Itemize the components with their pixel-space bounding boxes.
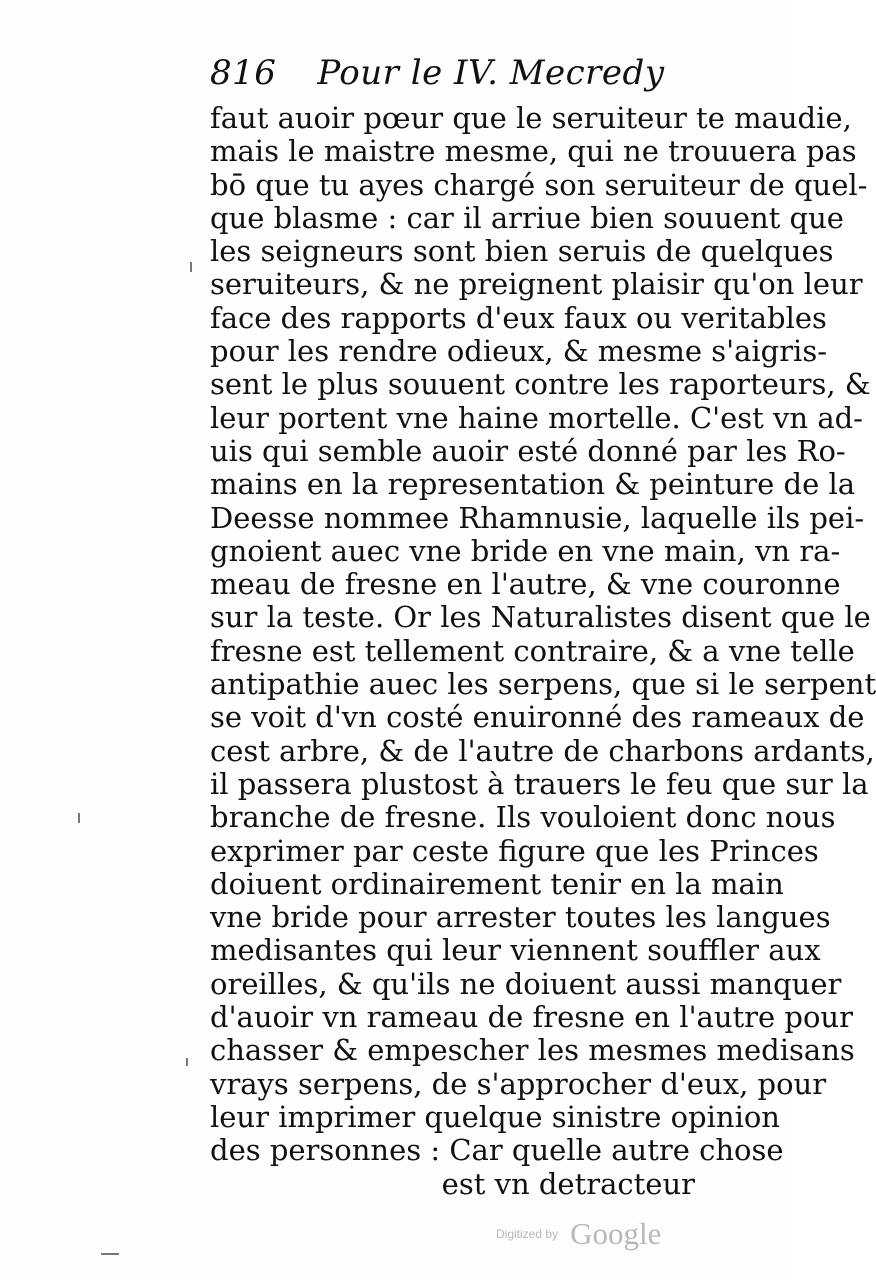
text-line: vne bride pour arrester toutes les langues bbox=[210, 900, 831, 935]
text-line: seruiteurs, & ne preignent plaisir qu'on leur bbox=[210, 267, 863, 302]
text-line: que blasme : car il arriue bien souuent que bbox=[210, 200, 844, 235]
text-line: branche de fresne. Ils vouloient donc nous bbox=[210, 800, 836, 835]
text-line: mains en la representation & peinture de la bbox=[210, 467, 856, 502]
text-line: doiuent ordinairement tenir en la main bbox=[210, 866, 784, 901]
text-line: mais le maistre mesme, qui ne trouuera pas bbox=[210, 134, 857, 169]
page-heading: Pour le IV. Mecredy bbox=[317, 53, 665, 93]
page-body-text bbox=[210, 101, 876, 1201]
catchword: est vn detracteur bbox=[441, 1166, 695, 1201]
text-line: oreilles, & qu'ils ne doiuent aussi manquer bbox=[210, 966, 842, 1001]
text-line: les seigneurs sont bien seruis de quelques bbox=[210, 234, 834, 269]
running-head bbox=[210, 52, 680, 94]
digitized-watermark bbox=[496, 1216, 661, 1250]
text-line: medisantes qui leur viennent souffler aux bbox=[210, 933, 821, 968]
text-line: cest arbre, & de l'autre de charbons ardants, bbox=[210, 733, 875, 768]
text-line: face des rapports d'eux faux ou veritables bbox=[210, 300, 827, 335]
text-line: gnoient auec vne bride en vne main, vn ra- bbox=[210, 533, 841, 568]
text-line: exprimer par ceste figure que les Princes bbox=[210, 833, 819, 868]
text-line: sur la teste. Or les Naturalistes disent que le bbox=[210, 600, 871, 635]
watermark-brand: Google bbox=[570, 1216, 662, 1251]
text-line: meau de fresne en l'autre, & vne couronne bbox=[210, 567, 841, 602]
text-line: il passera plustost à trauers le feu que sur la bbox=[210, 766, 869, 801]
text-line: bō que tu ayes chargé son seruiteur de quel- bbox=[210, 167, 868, 202]
text-line: faut auoir pœur que le seruiteur te maudie, bbox=[210, 101, 852, 135]
text-line: pour les rendre odieux, & mesme s'aigris- bbox=[210, 334, 828, 369]
margin-mark bbox=[190, 262, 192, 272]
text-line: uis qui semble auoir esté donné par les Ro- bbox=[210, 433, 846, 468]
watermark-prefix: Digitized by bbox=[496, 1227, 559, 1241]
text-line: sent le plus souuent contre les raporteurs, & bbox=[210, 367, 871, 402]
text-line: leur imprimer quelque sinistre opinion bbox=[210, 1099, 780, 1134]
margin-mark bbox=[186, 1058, 188, 1066]
page-number: 816 bbox=[210, 53, 277, 93]
text-line: se voit d'vn costé enuironné des rameaux de bbox=[210, 700, 865, 735]
text-line: Deesse nommee Rhamnusie, laquelle ils pei- bbox=[210, 500, 865, 535]
text-line: d'auoir vn rameau de fresne en l'autre pour bbox=[210, 1000, 853, 1035]
text-line: chasser & empescher les mesmes medisans bbox=[210, 1033, 855, 1068]
text-line: leur portent vne haine mortelle. C'est vn ad- bbox=[210, 400, 863, 435]
text-line: vrays serpens, de s'approcher d'eux, pour bbox=[210, 1066, 827, 1101]
text-line: fresne est tellement contraire, & a vne telle bbox=[210, 633, 855, 668]
text-line: des personnes : Car quelle autre chose bbox=[210, 1133, 784, 1168]
margin-mark bbox=[101, 1253, 119, 1255]
text-line: antipathie auec les serpens, que si le serpent bbox=[210, 667, 876, 702]
margin-mark bbox=[78, 813, 80, 823]
